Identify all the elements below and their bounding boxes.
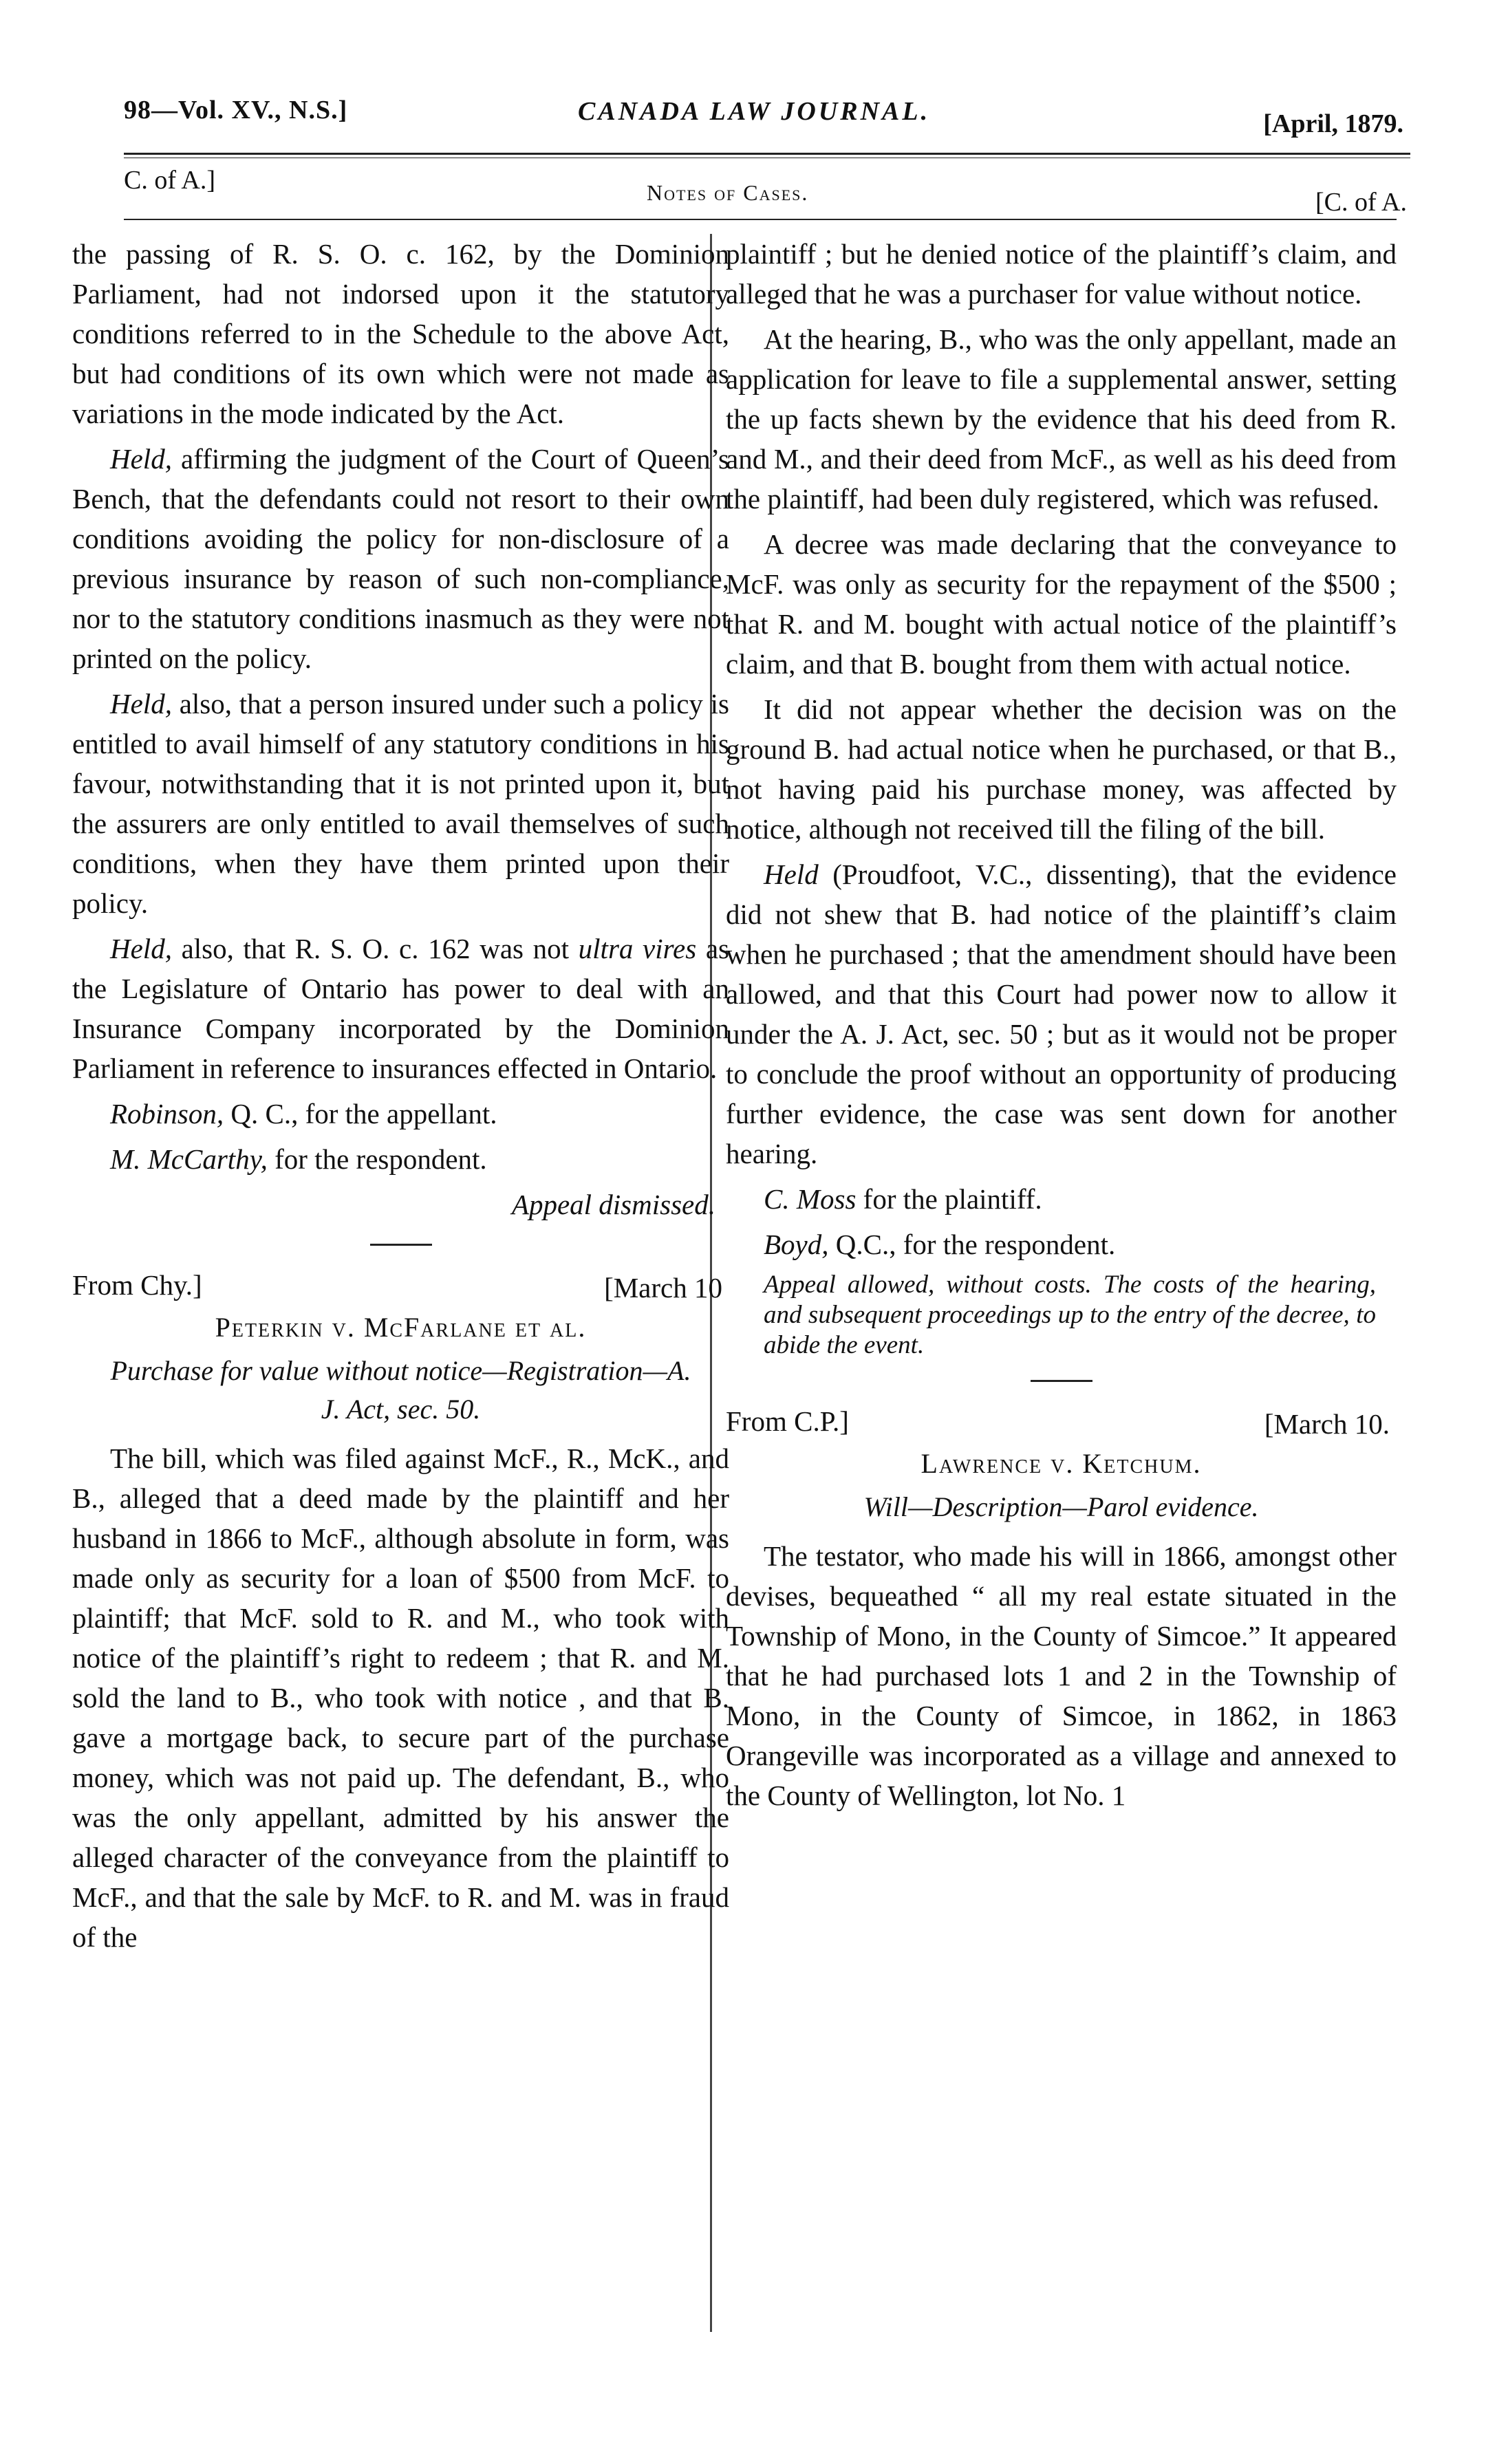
latin-phrase: ultra vires	[578, 933, 697, 964]
case-subtitle: Purchase for value without notice—Registration—A. J. Act, sec. 50.	[110, 1355, 691, 1425]
right-column	[726, 234, 1397, 1821]
counsel-name: C. Moss	[764, 1183, 857, 1215]
journal-title: CANADA LAW JOURNAL.	[578, 97, 931, 126]
counsel-name: Boyd,	[764, 1229, 829, 1260]
case-separator	[1031, 1380, 1092, 1382]
section-title: Notes of Cases.	[647, 180, 809, 205]
paragraph-text: as the Legislature of Ontario has power to deal with an Insurance Company incorporated by the Dominion Parliament in reference to insurances effected in Ontario.	[72, 933, 729, 1084]
paragraph: plaintiff ; but he denied notice of the plaintiff’s claim, and alleged that he was a purchaser for value without notice.	[726, 238, 1397, 310]
case-date: [March 10	[604, 1272, 722, 1304]
paragraph: At the hearing, B., who was the only appellant, made an application for leave to file a supplemental answer, setting the up facts shewn by the evidence that his deed from R. and M., and their deed from McF., as well as his deed from the plaintiff, had been duly registered, which was refused.	[726, 323, 1397, 515]
counsel-line	[726, 1224, 1397, 1264]
counsel-name: Robinson,	[110, 1098, 224, 1130]
paragraph	[726, 854, 1397, 1174]
case-heading	[72, 1265, 729, 1306]
page-volume: 98—Vol. XV., N.S.]	[124, 96, 348, 125]
section-rule	[124, 219, 1397, 220]
counsel-role: for the respondent.	[267, 1143, 487, 1175]
case-separator	[370, 1244, 432, 1246]
case-court: From C.P.]	[726, 1405, 849, 1437]
paragraph	[72, 684, 729, 923]
case-disposal: Appeal allowed, without costs. The costs of the hearing, and subsequent proceedings up to the entry of the decree, to abide the event.	[764, 1271, 1376, 1359]
paragraph: the passing of R. S. O. c. 162, by the Dominion Parliament, had not indorsed upon it the statutory conditions referred to in the Schedule to the above Act, but had conditions of its own which were not made as variations in the mode indicated by the Act.	[72, 238, 729, 429]
held-label: Held,	[110, 933, 172, 964]
counsel-line	[72, 1139, 729, 1179]
court-left: C. of A.]	[124, 166, 215, 195]
paragraph-text: (Proudfoot, V.C., dissenting), that the evidence did not shew that B. had notice of the plaintiff’s claim when he purchased ; that the amendment should have been allowed, and that this Court had power now to allow it under the A. J. Act, sec. 50 ; but as it would not be proper to conclude the proof without an opportunity of producing further evidence, the case was sent down for another hearing.	[726, 858, 1397, 1169]
counsel-role: Q.C., for the respondent.	[828, 1229, 1116, 1260]
paragraph-text: affirming the judgment of the Court of Queen’s Bench, that the defendants could not resort to their own conditions avoiding the policy for non-disclosure of a previous insurance by reason of such non-compliance, nor to the statutory conditions inasmuch as they were not printed on the policy.	[72, 443, 729, 674]
paragraph: A decree was made declaring that the conveyance to McF. was only as security for the repayment of the $500 ; that R. and M. bought with actual notice of the plaintiff’s claim, and that B. bought from them with actual notice.	[726, 528, 1397, 680]
case-subtitle: Will—Description—Parol evidence.	[863, 1491, 1259, 1522]
issue-date: [April, 1879.	[1263, 109, 1403, 138]
case-title: Lawrence v. Ketchum.	[920, 1448, 1202, 1479]
held-label: Held,	[110, 688, 172, 720]
paragraph: The bill, which was filed against McF., R., McK., and B., alleged that a deed made by the plaintiff and her husband in 1866 to McF., although absolute in form, was made only as security for a loan of $500 from McF. to plaintiff; that McF. sold to R. and M., who took with notice of the plaintiff’s right to redeem ; that R. and M. sold the land to B., who took with notice , and that B. gave a mortgage back, to secure part of the purchase money, which was not paid up. The defendant, B., who was the only appellant, admitted by his answer the alleged character of the conveyance from the plaintiff to McF., and that the sale by McF. to R. and M. was in fraud of the	[72, 1442, 729, 1953]
counsel-line	[72, 1094, 729, 1134]
left-column	[72, 234, 729, 1963]
paragraph-text: also, that a person insured under such a policy is entitled to avail himself of any statutory conditions in his favour, notwithstanding that it is not printed upon it, but the assurers are only entitled to avail themselves of such conditions, when they have them printed upon their policy.	[72, 688, 729, 919]
held-label: Held,	[110, 443, 172, 475]
header-rule-1	[124, 153, 1410, 155]
court-right: [C. of A.	[1315, 188, 1407, 217]
running-header	[124, 88, 1403, 136]
paragraph	[72, 929, 729, 1088]
paragraph-text: also, that R. S. O. c. 162 was not	[171, 933, 579, 964]
paragraph: The testator, who made his will in 1866, amongst other devises, bequeathed “ all my real estate situated in the Township of Mono, in the County of Simcoe.” It appeared that he had purchased lots 1 and 2 in the Township of Mono, in the County of Simcoe, in 1862, in 1863 Orangeville was incorporated as a village and annexed to the County of Wellington, lot No. 1	[726, 1540, 1397, 1811]
case-disposal: Appeal dismissed.	[511, 1189, 715, 1220]
paragraph: It did not appear whether the decision was on the ground B. had actual notice when he purchased, or that B., not having paid his purchase money, was affected by notice, although not received till the filing of the bill.	[726, 693, 1397, 845]
case-court: From Chy.]	[72, 1269, 202, 1301]
section-header	[124, 160, 1407, 217]
paragraph	[72, 439, 729, 678]
counsel-name: M. McCarthy,	[110, 1143, 268, 1175]
case-heading	[726, 1401, 1397, 1442]
counsel-role: for the plaintiff.	[856, 1183, 1042, 1215]
case-title: Peterkin v. McFarlane et al.	[215, 1312, 587, 1343]
counsel-role: Q. C., for the appellant.	[224, 1098, 497, 1130]
counsel-line	[726, 1179, 1397, 1219]
held-label: Held	[764, 858, 819, 890]
case-date: [March 10.	[1264, 1408, 1390, 1440]
